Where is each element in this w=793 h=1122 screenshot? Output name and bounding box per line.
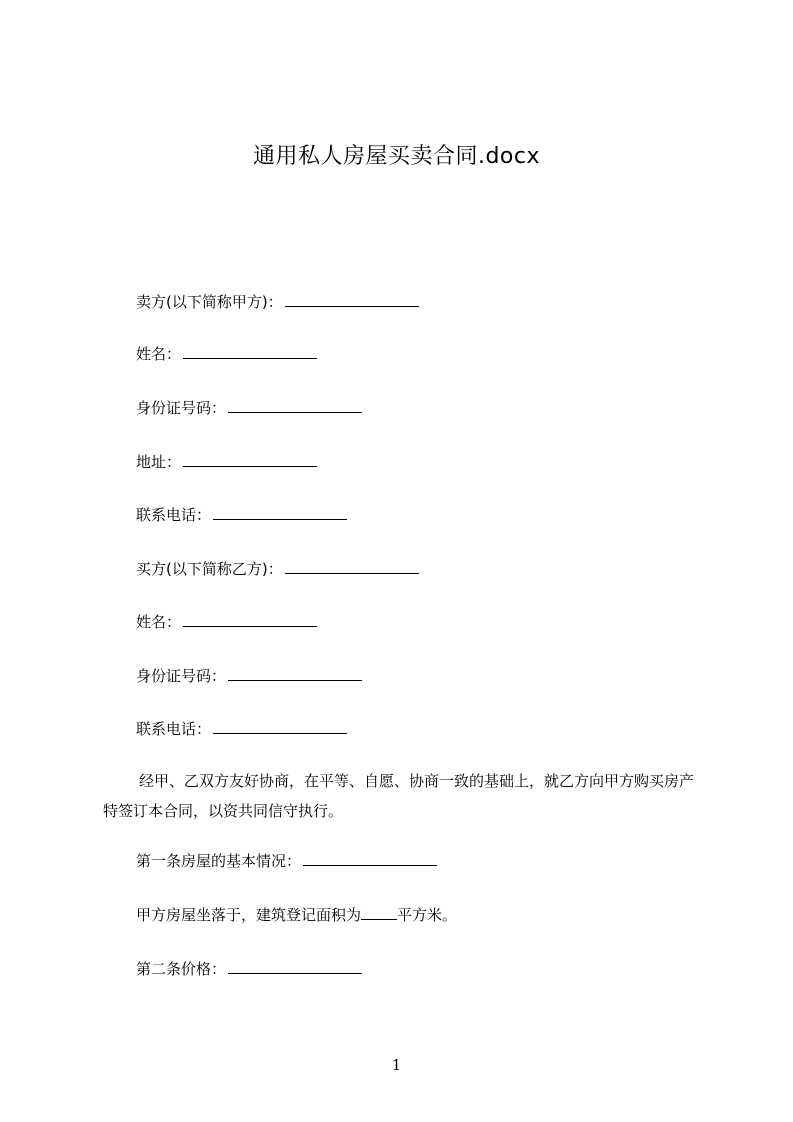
buyer-id-label: 身份证号码： bbox=[136, 667, 227, 685]
seller-id-blank bbox=[228, 398, 362, 413]
area-text-before: 甲方房屋坐落于，建筑登记面积为 bbox=[136, 906, 362, 924]
buyer-id-line bbox=[136, 666, 362, 686]
area-blank bbox=[361, 905, 397, 920]
buyer-blank bbox=[285, 559, 419, 574]
article2-line bbox=[136, 959, 362, 979]
seller-phone-label: 联系电话： bbox=[136, 506, 212, 524]
seller-name-blank bbox=[183, 344, 317, 359]
buyer-phone-blank bbox=[213, 719, 347, 734]
buyer-line bbox=[136, 559, 419, 579]
article1-blank bbox=[303, 851, 437, 866]
buyer-name-label: 姓名： bbox=[136, 613, 182, 631]
buyer-name-blank bbox=[183, 612, 317, 627]
seller-address-label: 地址： bbox=[136, 453, 182, 471]
buyer-phone-line bbox=[136, 719, 347, 739]
seller-name-line bbox=[136, 344, 317, 364]
seller-address-blank bbox=[183, 452, 317, 467]
seller-phone-blank bbox=[213, 505, 347, 520]
article2-blank bbox=[228, 959, 362, 974]
buyer-name-line bbox=[136, 612, 317, 632]
intro-paragraph: 经甲、乙双方友好协商，在平等、自愿、协商一致的基础上，就乙方向甲方购买房产特签订本合同，以资共同信守执行。 bbox=[103, 772, 695, 820]
seller-id-line bbox=[136, 398, 362, 418]
article1-line bbox=[136, 851, 437, 871]
article2-label: 第二条价格： bbox=[136, 960, 227, 978]
buyer-label: 买方(以下简称乙方)： bbox=[136, 560, 283, 578]
seller-label: 卖方(以下简称甲方)： bbox=[136, 293, 283, 311]
seller-id-label: 身份证号码： bbox=[136, 399, 227, 417]
seller-name-label: 姓名： bbox=[136, 345, 182, 363]
area-text-after: 平方米。 bbox=[397, 906, 458, 924]
article1-label: 第一条房屋的基本情况： bbox=[136, 852, 302, 870]
page-number: 1 bbox=[391, 1056, 402, 1074]
document-title: 通用私人房屋买卖合同.docx bbox=[252, 144, 541, 169]
buyer-phone-label: 联系电话： bbox=[136, 720, 212, 738]
seller-line bbox=[136, 292, 419, 312]
seller-blank bbox=[285, 292, 419, 307]
buyer-id-blank bbox=[228, 666, 362, 681]
area-line bbox=[136, 905, 457, 925]
seller-phone-line bbox=[136, 505, 347, 525]
seller-address-line bbox=[136, 452, 317, 472]
